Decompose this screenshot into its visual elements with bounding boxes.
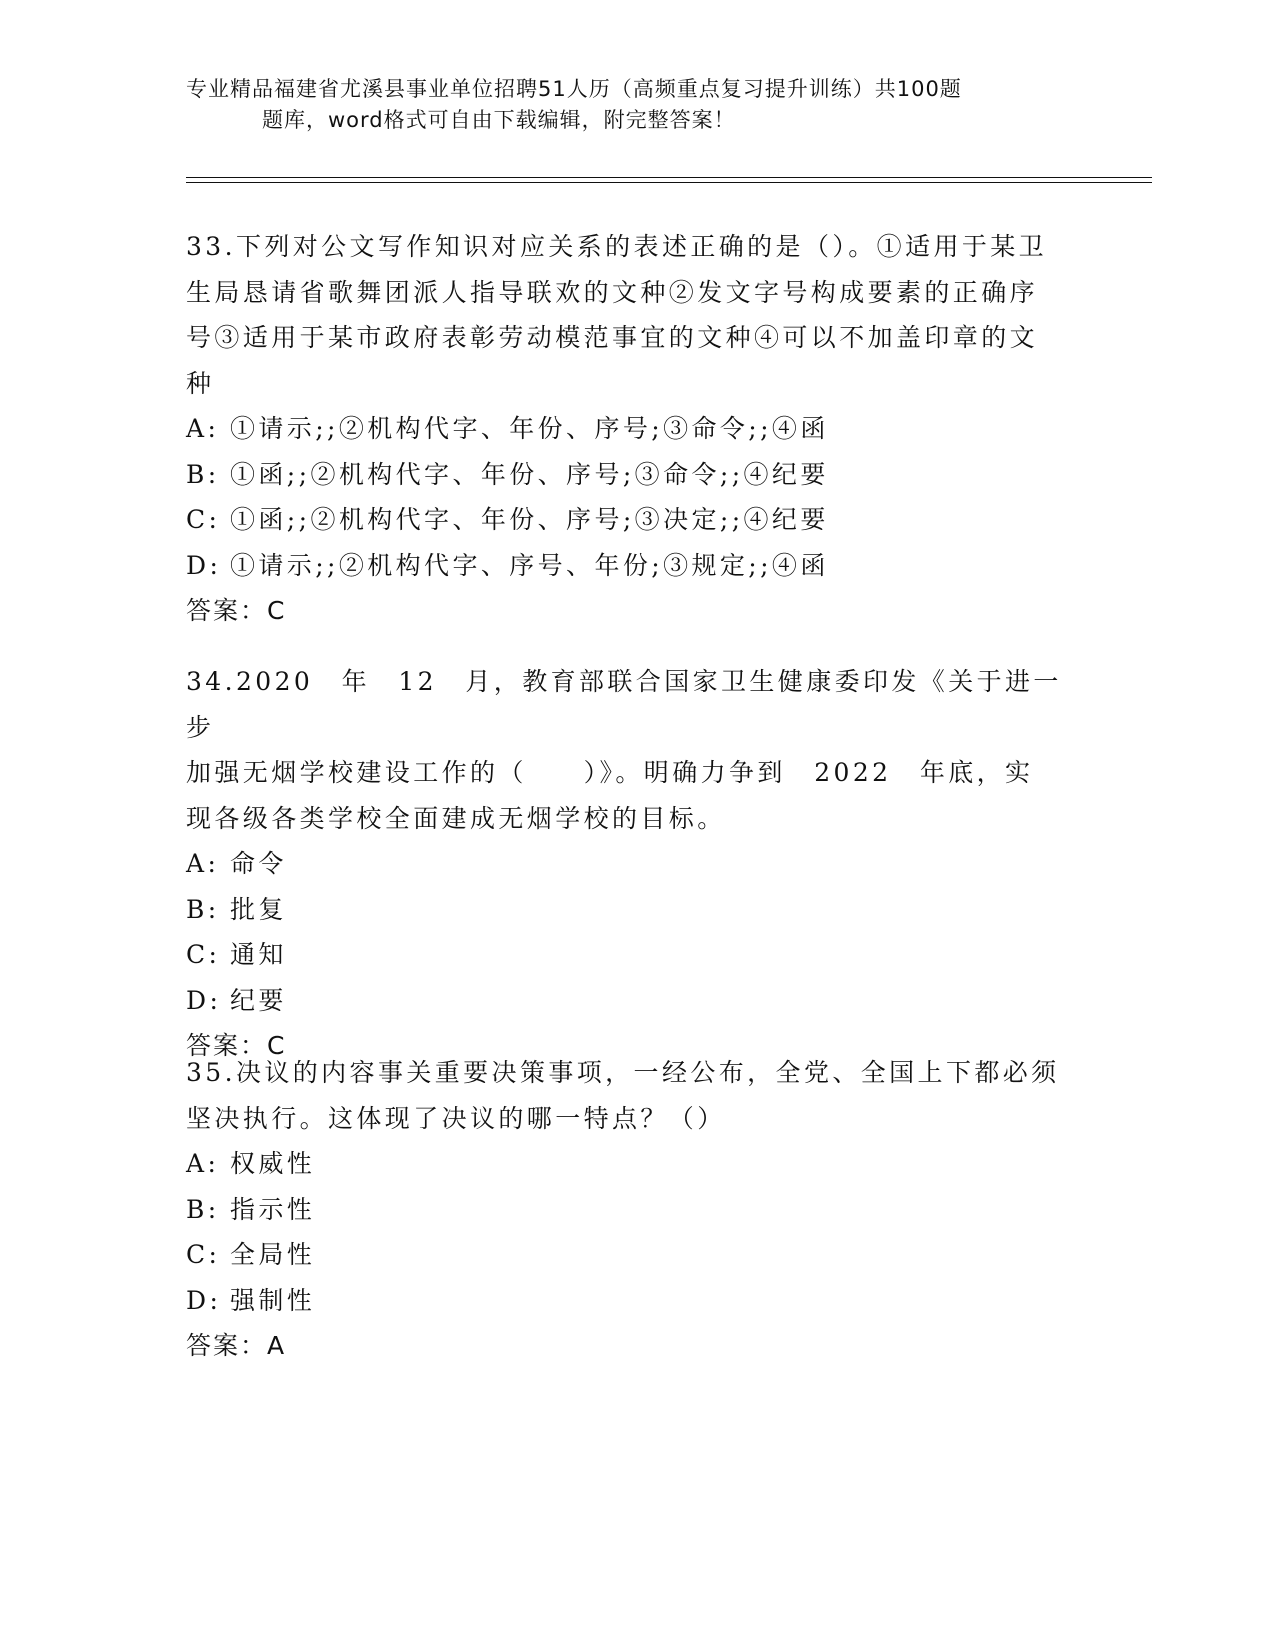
option-key: C: <box>186 505 221 534</box>
option-text: 纪要 <box>230 985 287 1015</box>
option-text: ①函;;②机构代字、年份、序号;③决定;;④纪要 <box>230 505 829 534</box>
option-b <box>186 1187 1066 1233</box>
question-stem-line: 加强无烟学校建设工作的（ ）》。明确力争到 2022 年底，实 <box>186 758 1034 787</box>
option-text: 强制性 <box>230 1285 316 1315</box>
option-text: ①请示;;②机构代字、序号、年份;③规定;;④函 <box>230 550 829 580</box>
option-key: A: <box>186 849 220 878</box>
option-key: C: <box>186 1240 221 1269</box>
option-a <box>186 841 1066 887</box>
option-key: A: <box>186 414 220 443</box>
answer-line: 答案：A <box>186 1331 287 1360</box>
document-header <box>186 74 1086 136</box>
option-a <box>186 1141 1066 1187</box>
question-stem-line: 33.下列对公文写作知识对应关系的表述正确的是（）。①适用于某卫 <box>186 232 1048 261</box>
option-b <box>186 887 1066 933</box>
option-text: 命令 <box>230 849 287 878</box>
answer-line: 答案：C <box>186 1031 287 1060</box>
question-stem-line: 坚决执行。这体现了决议的哪一特点？（） <box>186 1103 726 1133</box>
question-stem-line: 号③适用于某市政府表彰劳动模范事宜的文种④可以不加盖印章的文 <box>186 323 1039 352</box>
answer-line: 答案：C <box>186 596 287 625</box>
option-key: A: <box>186 1149 220 1178</box>
question-33 <box>186 224 1066 634</box>
question-stem-line: 35.决议的内容事关重要决策事项，一经公布，全党、全国上下都必须 <box>186 1058 1060 1087</box>
option-a <box>186 406 1066 452</box>
option-text: 权威性 <box>230 1149 316 1178</box>
option-key: B: <box>186 894 220 924</box>
option-key: D: <box>186 550 222 580</box>
option-d <box>186 1278 1066 1324</box>
question-stem-line: 生局恳请省歌舞团派人指导联欢的文种②发文字号构成要素的正确序 <box>186 277 1039 307</box>
option-text: 全局性 <box>230 1240 316 1269</box>
question-35 <box>186 1050 1066 1369</box>
option-text: 通知 <box>230 940 287 969</box>
option-text: 批复 <box>230 894 287 924</box>
option-key: B: <box>186 459 220 489</box>
question-stem-line: 34.2020 年 12 月，教育部联合国家卫生健康委印发《关于进一步 <box>186 667 1062 742</box>
question-stem-line: 现各级各类学校全面建成无烟学校的目标。 <box>186 803 726 833</box>
option-c <box>186 1232 1066 1278</box>
option-text: ①函;;②机构代字、年份、序号;③命令;;④纪要 <box>230 459 829 489</box>
option-key: C: <box>186 940 221 969</box>
option-c <box>186 932 1066 978</box>
header-title-line-1: 专业精品福建省尤溪县事业单位招聘51人历（高频重点复习提升训练）共100题 <box>186 77 962 101</box>
option-key: D: <box>186 985 222 1015</box>
option-d <box>186 543 1066 589</box>
question-34 <box>186 659 1066 1069</box>
option-key: D: <box>186 1285 222 1315</box>
header-title-line-2: 题库，word格式可自由下载编辑，附完整答案！ <box>262 108 736 132</box>
question-stem-line: 种 <box>186 368 215 398</box>
header-divider-bottom <box>186 182 1152 183</box>
header-divider-top <box>186 177 1152 178</box>
option-text: ①请示;;②机构代字、年份、序号;③命令;;④函 <box>230 414 829 443</box>
option-c <box>186 497 1066 543</box>
option-d <box>186 978 1066 1024</box>
option-b <box>186 452 1066 498</box>
option-key: B: <box>186 1194 220 1224</box>
option-text: 指示性 <box>230 1194 316 1224</box>
